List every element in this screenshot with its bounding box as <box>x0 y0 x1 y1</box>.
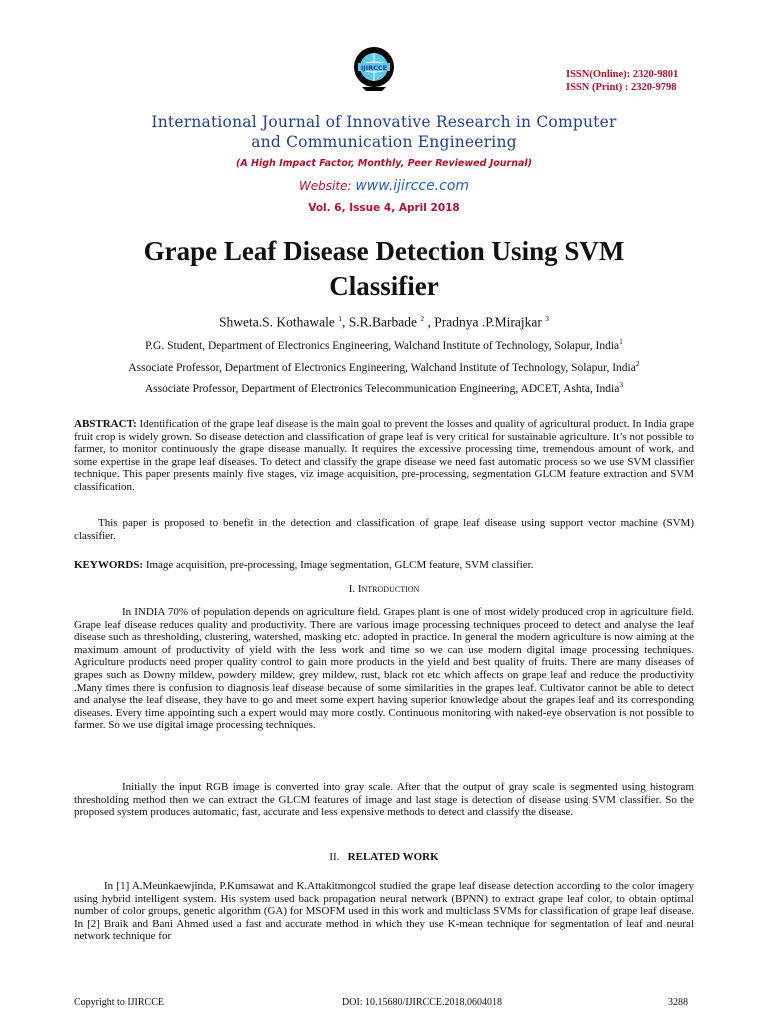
journal-website <box>0 178 768 194</box>
footer-doi: DOI: 10.15680/IJIRCCE.2018.0604018 <box>342 997 502 1008</box>
keywords-text: Image acquisition, pre-processing, Image segmentation, GLCM feature, SVM classifier. <box>143 559 534 571</box>
issn-online: ISSN(Online): 2320-9801 <box>566 69 679 80</box>
keywords <box>74 559 694 572</box>
intro-paragraph-2: Initially the input RGB image is converted into gray scale. After that the output of gray scale is segmented using histogram thresholding method then we can extract the GLCM features of image and last stage is detection of disease using SVM classifier. So the proposed system produces automatic, fast, accurate and less expensive methods to detect and classify the disease. <box>74 781 694 819</box>
related-work-paragraph-1: In [1] A.Meunkaewjinda, P.Kumsawat and K.Attakitmongcol studied the grape leaf disease detection according to the color imagery using hybrid intelligent system. His system used back propagation neural network (BPNN) to extract grape leaf color, to obtain optimal number of color groups, genetic algorithm (GA) for MSOFM used in this work and multiclass SVMs for classification of grape leaf disease. In [2] Braik and Bani Ahmed used a fast and accurate method in which they use K-mean technique for segmentation of leaf and neural network technique for <box>74 880 694 943</box>
journal-title-line2: and Communication Engineering <box>251 133 517 151</box>
paper-title-line1: Grape Leaf Disease Detection Using SVM <box>143 236 625 266</box>
section-heading-introduction <box>0 583 768 595</box>
affiliation-sup: 1 <box>619 337 623 346</box>
section-title: Introduction <box>357 583 420 595</box>
issn-block <box>566 68 678 94</box>
section-number: II. <box>329 851 340 863</box>
affiliation <box>0 380 768 395</box>
affiliation-sup: 3 <box>619 380 624 389</box>
intro-paragraph-1: In INDIA 70% of population depends on agriculture field. Grapes plant is one of most widely produced crop in agriculture field. Grape leaf disease reduces quality and productivity. There are various image processing techniques proceed to detect and analyse the leaf disease such as thresholding, clustering, watershed, masking etc. adopted in practice. In general the modern agriculture is now aiming at the maximum amount of productivity of yield with the less work and time so we can use modern digital image processing techniques. Agriculture products need proper quality control to gain more products in the yield and best quality of fruits. There are many diseases of grapes such as Downy mildew, powdery mildew, grey mildew, rust, black rot etc which affects on grape leaf and reduce the productivity .Many times there is confusion to diagnosis leaf disease because of some similarities in the grapes leaf. Cultivator cannot be able to detect and analyse the leaf disease, they have to go and meet some expert having superior knowledge about the grapes leaf and its corresponding diseases. Every time appointing such a expert would may more costly. Continuous monitoring with naked-eye observation is not possible to farmer. So we use digital image processing techniques. <box>74 606 694 732</box>
affiliation-sup: 2 <box>635 359 640 368</box>
author-sup: 2 <box>420 314 425 323</box>
author-name: S.R.Barbade <box>348 314 421 330</box>
author-sup: 1 <box>338 314 342 323</box>
affiliation <box>0 359 768 374</box>
journal-logo <box>346 43 402 95</box>
keywords-label: KEYWORDS: <box>74 559 144 571</box>
section-title: RELATED WORK <box>347 851 439 863</box>
abstract <box>74 418 694 494</box>
footer-copyright: Copyright to IJIRCCE <box>74 997 165 1008</box>
journal-title-line1: International Journal of Innovative Research in Computer <box>151 113 617 131</box>
paper-title <box>60 234 708 304</box>
website-label: Website: <box>298 179 356 193</box>
author-name: Pradnya .P.Mirajkar <box>434 314 546 330</box>
abstract-label: ABSTRACT: <box>74 418 137 430</box>
author-name: Shweta.S. Kothawale <box>219 314 339 330</box>
abstract-text: Identification of the grape leaf disease is the main goal to prevent the losses and quality of agricultural product. In India grape fruit crop is widely grown. So disease detection and classification of grape leaf is very critical for sustainable agriculture. It’s not possible to farmer, to monitor continuously the grape disease manually. It requires the excessive processing time, tremendous amount of work, and some expertise in the grape leaf diseases. To detect and classify the grape disease we need fast automatic process so we use SVM classifier technique. This paper presents mainly five stages, viz image acquisition, pre-processing, segmentation GLCM feature extraction and SVM classification. <box>74 418 694 493</box>
footer-page-number: 3288 <box>668 997 688 1008</box>
author-list <box>0 314 768 331</box>
author-separator: , <box>424 314 435 330</box>
journal-volume: Vol. 6, Issue 4, April 2018 <box>308 202 460 214</box>
paper-title-line2: Classifier <box>329 271 439 301</box>
affiliation-text: P.G. Student, Department of Electronics Engineering, Walchand Institute of Technology, Solapur, India <box>145 339 620 352</box>
affiliation-text: Associate Professor, Department of Electronics Telecommunication Engineering, ADCET, Ashta, India <box>144 382 620 395</box>
abstract-paragraph-2: This paper is proposed to benefit in the detection and classification of grape leaf disease using support vector machine (SVM) classifier. <box>74 517 694 542</box>
author-separator: , <box>342 314 349 330</box>
affiliation <box>0 337 768 352</box>
logo-text: IJIRCCE <box>360 64 388 72</box>
journal-subtitle: (A High Impact Factor, Monthly, Peer Reviewed Journal) <box>236 158 532 169</box>
author-sup: 3 <box>545 314 549 323</box>
section-heading-related-work <box>0 851 768 863</box>
issn-print: ISSN (Print) : 2320-9798 <box>566 82 677 93</box>
affiliation-text: Associate Professor, Department of Electronics Engineering, Walchand Institute of Technology, Solapur, India <box>128 361 636 374</box>
section-number: I. <box>348 583 356 595</box>
website-link[interactable]: www.ijircce.com <box>355 178 470 194</box>
